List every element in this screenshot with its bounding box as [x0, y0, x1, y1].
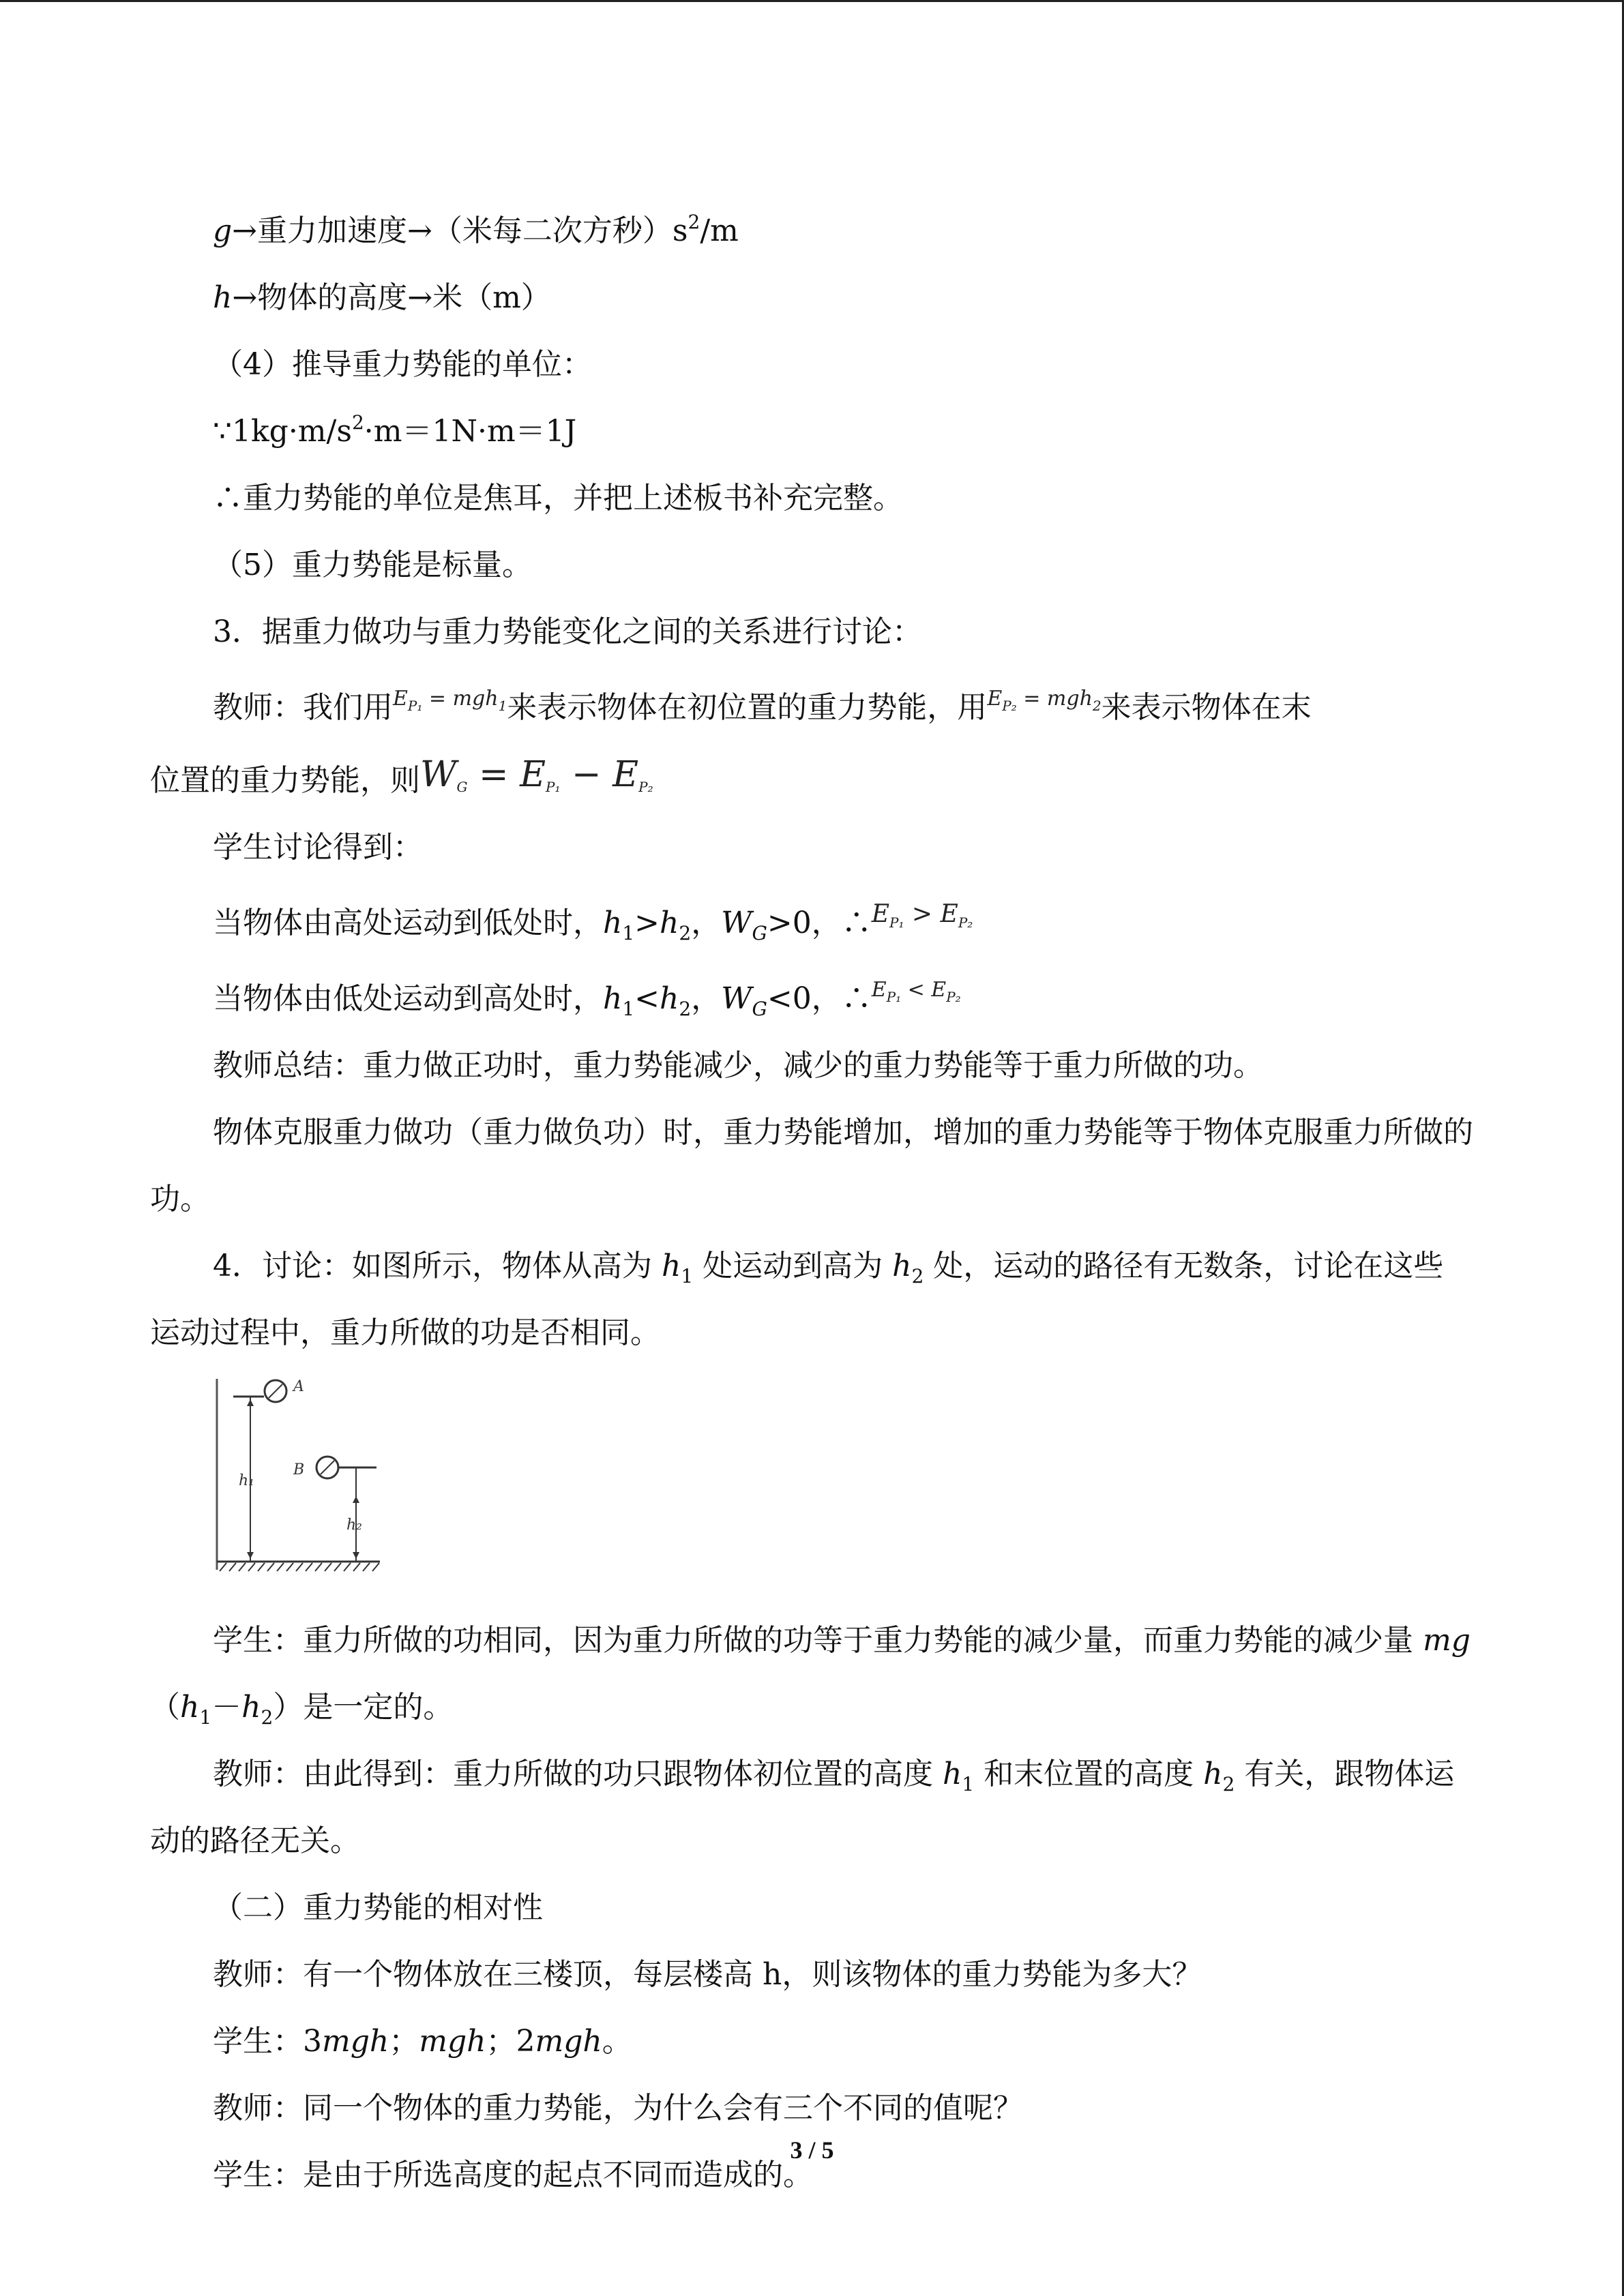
- relativity-heading: （二）重力势能的相对性: [213, 1890, 543, 1925]
- h-definition: h→物体的高度→米（m）: [213, 280, 551, 315]
- teacher-derivation: 教师：由此得到：重力所做的功只跟物体初位置的高度 $h_1$ 和末位置的高度 $h_2$ 有关，跟物体运动的路径无关。: [150, 1757, 1455, 1858]
- page-number: 3 / 5: [790, 2136, 834, 2164]
- teacher-summary: 教师总结：重力做正功时，重力势能减少，减少的重力势能等于重力所做的功。: [213, 1048, 1263, 1083]
- g-definition: g→重力加速度→（米每二次方秒）$s^2/m$: [213, 211, 739, 248]
- overcome-gravity-note: 物体克服重力做功（重力做负功）时，重力势能增加，增加的重力势能等于物体克服重力所做的功。: [150, 1115, 1473, 1217]
- teacher-statement-1: 教师：我们用$E_{P_1} = mgh_1$来表示物体在初位置的重力势能，用$E_{P_2} = mgh_2$来表示物体在末: [150, 666, 1473, 741]
- teacher-question: 教师：有一个物体放在三楼顶，每层楼高 h，则该物体的重力势能为多大？: [213, 1957, 1202, 1992]
- case-low-to-high: 当物体由低处运动到高处时，$h_1<h_2$，$W_G<0$，$\therefore E_{P_1} < E_{P_2}$: [150, 957, 1473, 1032]
- unit-equation: $\because 1kg\cdot m/s^2\cdot m=1N\cdot m=1J$: [213, 411, 577, 449]
- figure-label-a: A: [293, 1378, 304, 1395]
- figure-label-h2: h₂: [346, 1517, 362, 1534]
- student-discussion: 学生讨论得到：: [213, 830, 423, 865]
- height-path-figure: [213, 1376, 383, 1574]
- page-border-top: [0, 0, 1624, 2]
- teacher-question-2: 教师：同一个物体的重力势能，为什么会有三个不同的值呢？: [213, 2091, 1023, 2126]
- teacher-statement-1-cont: 位置的重力势能，则$W_G = E_{P_1} - E_{P_2}$: [150, 741, 1473, 814]
- scalar-note: （5）重力势能是标量。: [213, 548, 532, 582]
- discussion-4: 4．讨论：如图所示，物体从高为 $h_1$ 处运动到高为 $h_2$ 处，运动的路径有无数条，讨论在这些运动过程中，重力所做的功是否相同。: [150, 1249, 1444, 1350]
- case-high-to-low: 当物体由高处运动到低处时，$h_1>h_2$，$W_G>0$，$\therefore E_{P_1} > E_{P_2}$: [150, 881, 1473, 957]
- student-answer: 学生：重力所做的功相同，因为重力所做的功等于重力势能的减少量，而重力势能的减少量 $mg(h_1-h_2)$是一定的。: [150, 1623, 1471, 1729]
- figure-label-b: B: [293, 1461, 305, 1478]
- unit-conclusion: ∴重力势能的单位是焦耳，并把上述板书补充完整。: [213, 481, 903, 516]
- figure-label-h1: h₁: [239, 1472, 254, 1489]
- document-body: [150, 198, 1473, 2209]
- energy-comparison-greater: $E_{P_1} > E_{P_2}$: [871, 900, 973, 931]
- student-values: 学生：3mgh；mgh；2mgh。: [213, 2024, 632, 2059]
- work-energy-formula: $W_G = E_{P_1} - E_{P_2}$: [420, 754, 653, 795]
- unit-heading: （4）推导重力势能的单位：: [213, 347, 592, 382]
- energy-comparison-less: $E_{P_1} < E_{P_2}$: [871, 978, 961, 1005]
- final-energy-formula: $E_{P_2} = mgh_2$: [987, 687, 1102, 714]
- initial-energy-formula: $E_{P_1} = mgh_1$: [393, 687, 507, 714]
- discussion-3-heading: 3．据重力做功与重力势能变化之间的关系进行讨论：: [213, 614, 922, 649]
- student-reason: 学生：是由于所选高度的起点不同而造成的。: [213, 2158, 813, 2192]
